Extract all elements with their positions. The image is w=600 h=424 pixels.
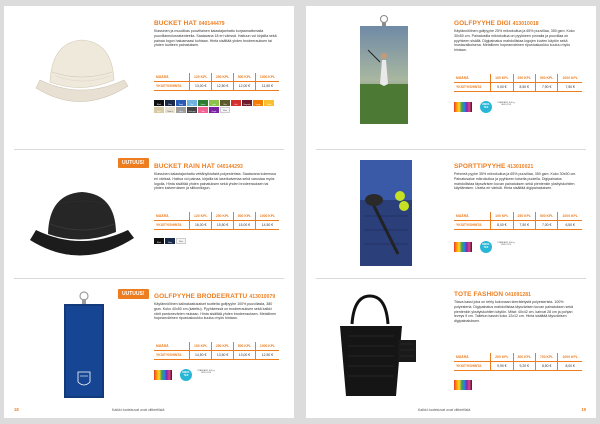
new-badge: UUTUUS! — [118, 289, 149, 299]
swatch: Orange — [253, 100, 263, 106]
swatch: Lime — [209, 100, 219, 106]
swatch: Dark grey — [187, 107, 197, 113]
divider — [316, 149, 586, 150]
tote-bag-icon — [324, 286, 424, 402]
golf-towel-embroidered-image — [54, 290, 114, 402]
product-description: Klassinen ja muodikas puuvillainen kalastajanhattu korjaamattomalla puuvillaneulosrakenteella. Saatavana 18 eri värissä. Hattuun voi kirjailla sekä painaa logon haluamaasi kohtaan. Hinta sisältää yhden brodeerauksen tai yhden tuotteen painatuksen. — [154, 29, 277, 48]
swatch: Burgundy — [242, 100, 252, 106]
color-strip — [154, 370, 172, 380]
product-title: BUCKET HAT 040144479 — [154, 20, 225, 27]
color-strip — [454, 242, 472, 252]
bucket-hat-icon — [16, 16, 146, 126]
price-table: MÄÄRÄ 100 KPL 250 KPL 500 KPL 1000 KPL YKSITYISHINTA 14,50 € 13,50 € 13,00 € 12,50 € — [154, 342, 279, 360]
swatch: Natural — [165, 107, 175, 113]
swatch: Purple — [209, 107, 219, 113]
price-table: MÄÄRÄ 100 KPL 250 KPL 500 KPL 1000 KPL YKSITYISHINTA 8,00 € 7,50 € 7,00 € 6,50 € — [454, 212, 582, 230]
product-title: TOTE FASHION 041091281 — [454, 291, 532, 298]
swatch: Red — [231, 100, 241, 106]
divider — [14, 149, 284, 150]
left-page — [4, 6, 294, 418]
swatch: Royal — [176, 100, 186, 106]
towel-icon — [54, 290, 114, 402]
page-number: 19 — [581, 407, 586, 412]
tote-bag-image — [324, 286, 424, 402]
oeko-tex-icon: OEKO-TEX — [480, 101, 492, 113]
product-description: Tilava kassi joka on tehty kokonaan kierrätetystä polyesterista. 100% polyesteria. Digipainatus mahdollistaa täysvärisen kuvan painatuksen sekä pientenkin yksityiskohtien käytön. Mitat: 40x42 cm, kahvat 28 cm ja pohjan leveys 9 cm. Taitetun kassin koko 12x12 cm. Hinta sisältää täysvärisen digipainatuksen. — [454, 300, 574, 324]
page-number: 18 — [14, 407, 19, 412]
oeko-tex-icon: OEKO-TEX — [180, 369, 192, 381]
price-table: MÄÄRÄ 120 KPL 250 KPL 500 KPL 1000 KPL YKSITYISHINTA 13,00 € 12,50 € 12,00 € 11,50 € — [154, 73, 279, 91]
color-strip — [454, 102, 472, 112]
swatch: Olive — [220, 100, 230, 106]
golf-towel-photo-icon — [352, 14, 416, 128]
swatch: Navy — [165, 100, 175, 106]
swatch: Grey — [176, 107, 186, 113]
product-description: Käytännöllinen golfpyyhe 25% mikrokuitua ja 65% puuvillaa, 350 gsm. Koko 30x50 cm. Painatustila mikrokuitua on pyyhkeen pinnalla ja puuvillaa on pyyhkeen sisällä. Digipainatus mahdollistaa logojen kuvien käytön sekä mustavalkoisena. Metallinen hopeanvärinen ripustuskoukku kuuluu myös hintaan. — [454, 29, 575, 53]
product-title: GOLFPYYHE DIGI 413010018 — [454, 20, 539, 27]
swatch: Navy — [165, 238, 175, 244]
product-title: GOLFPYYHE BRODEERATTU 413010079 — [154, 293, 276, 300]
product-description: Klassinen kalastajanhattu vettähylkivästä polyesterista. Saatavana kolmessa eri värissä. Hattua voi painaa, kirjailla tai laserkaivertaa sekä varustaa myös logolla. Hinta sisältää yhden painatuksen sekä yhden brodeerauksen tai yhden kaiverruksen ja silikonilogon. — [154, 172, 276, 191]
product-title: SPORTTIPYYHE 413010021 — [454, 163, 534, 170]
golf-towel-digi-image — [352, 14, 416, 128]
price-table: MÄÄRÄ 100 KPL 250 KPL 500 KPL 1000 KPL YKSITYISHINTA 9,00 € 8,50 € 7,90 € 7,50 € — [454, 74, 582, 92]
footer-note: Kaikki tuotekuvat ovat viitteellisiä — [112, 408, 165, 412]
new-badge: UUTUUS! — [118, 158, 149, 168]
product-description: Käytännöllinen kalinakastusaiset tuotteita golfpyyhe 100% puuvillasta, 380 gsm. Koko 40x50 cm (katettu). Pyyhkeessä on brodeerauksen sekä kaikki värit pantonevärien mukaan. Hinta sisältää yhden brodeerauksen. Metallinen hopeanvärinen ripustuskoukku kuuluu myös hintaan. — [154, 302, 277, 321]
swatch: White — [220, 107, 230, 113]
product-title: BUCKET RAIN HAT 040144293 — [154, 163, 243, 170]
bucket-rain-hat-image — [16, 164, 146, 274]
swatch: Green — [198, 100, 208, 106]
swatch: Black — [154, 238, 164, 244]
swatch: Black — [154, 100, 164, 106]
oeko-tex-icon: OEKO-TEX — [480, 241, 492, 253]
price-table: MÄÄRÄ 200 KPL 300 KPL 700 KPL 1000 KPL YKSITYISHINTA 9,90 € 9,20 € 8,50 € 8,00 € — [454, 353, 582, 371]
divider — [14, 278, 284, 279]
color-swatches — [154, 238, 214, 244]
swatch: White — [176, 238, 186, 244]
standard-label: STANDARD 100 by OEKO-TEX — [197, 370, 215, 375]
swatch: Pink — [198, 107, 208, 113]
color-swatches — [154, 100, 279, 113]
right-page — [306, 6, 596, 418]
color-strip — [454, 380, 472, 390]
rain-hat-icon — [16, 164, 146, 274]
standard-label: STANDARD 100 by OEKO-TEX — [497, 102, 515, 107]
swatch: Beige — [154, 107, 164, 113]
sports-towel-image — [354, 156, 418, 270]
swatch: Yellow — [264, 100, 274, 106]
bucket-hat-image — [16, 16, 146, 126]
standard-label: STANDARD 100 by OEKO-TEX — [497, 242, 515, 247]
sports-towel-photo-icon — [354, 156, 418, 270]
product-description: Pehmeä pyyhe 35% mikrokuitua ja 65% puuvillaa, 350 gsm. Koko 30x50 cm. Painatusalue mikrokuitua ja pyyhkeen toisella puolella. Digipainatus mahdollistaa täysvärisen kuvan painatuksen sekä pientenkin yksityiskohtien käyttämisen. Useita eri värisiä. Hinta sisältää digipainatuksen. — [454, 172, 577, 191]
divider — [316, 278, 586, 279]
price-table: MÄÄRÄ 120 KPL 250 KPL 500 KPL 1000 KPL YKSITYISHINTA 16,00 € 15,50 € 15,00 € 14,50 € — [154, 212, 279, 230]
swatch: Sky — [187, 100, 197, 106]
footer-note: Kaikki tuotekuvat ovat viitteellisiä — [418, 408, 471, 412]
